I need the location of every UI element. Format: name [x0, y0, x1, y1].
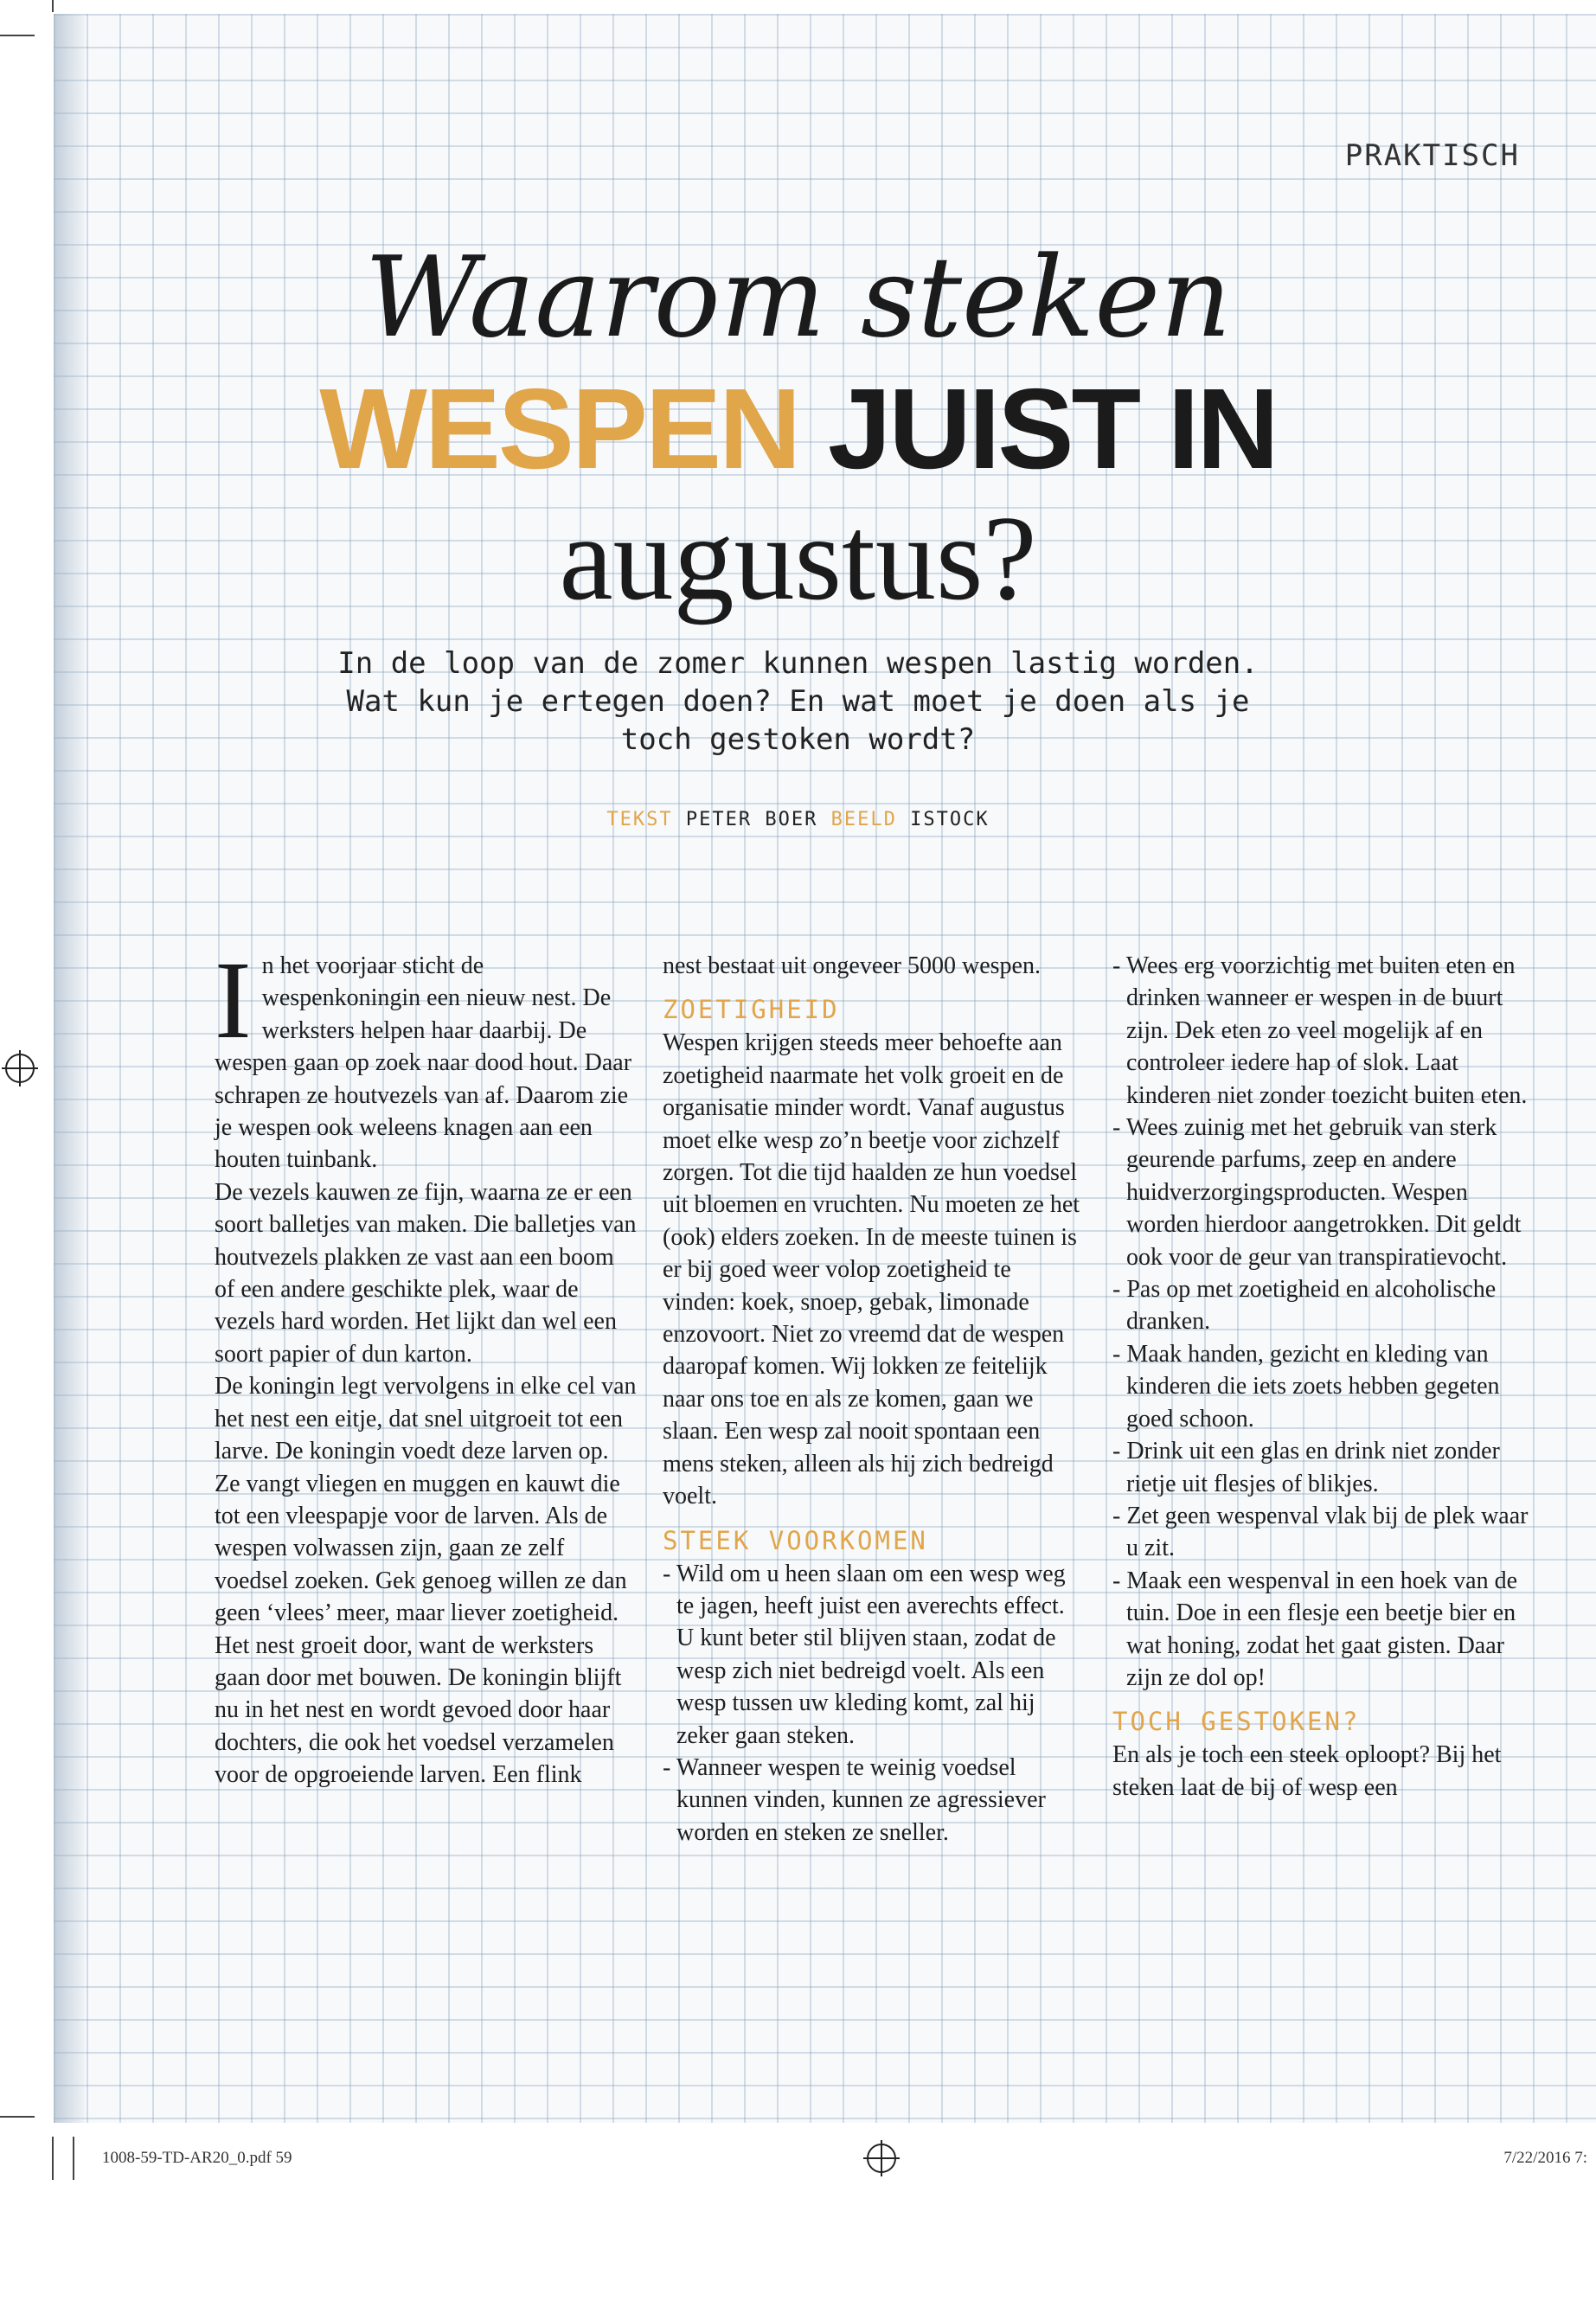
print-date-info: 7/22/2016 7: — [1503, 2149, 1587, 2167]
crop-mark — [73, 2137, 74, 2180]
subheading-zoetigheid: ZOETIGHEID — [663, 995, 840, 1025]
paragraph: En als je toch een steek oploopt? Bij het steken laat de bij of wesp een — [1112, 1741, 1502, 1801]
list-item: - Maak een wespenval in een hoek van de tuin. Doe in een flesje een beetje bier en wat honing, zodat het gaat gisten. Daar zijn ze dol op! — [1112, 1567, 1518, 1691]
registration-mark-icon — [5, 1054, 35, 1083]
credit-text-name: PETER BOER — [685, 809, 818, 830]
article-column-3 — [1112, 950, 1536, 1804]
headline-line-2-rest: JUIST IN — [798, 365, 1277, 492]
headline-line-2 — [0, 363, 1596, 494]
list-item: - Drink uit een glas en drink niet zonder rietje uit flesjes of blikjes. — [1112, 1438, 1500, 1497]
registration-mark-icon — [867, 2144, 896, 2173]
paragraph: De koningin legt vervolgens in elke cel van het nest een eitje, dat snel uitgroeit tot een larve. De koningin voedt deze larven op. Ze vangt vliegen en muggen en kauwt die tot een vleespapje voor de larven. Als de wespen volwassen zijn, gaan ze zelf voedsel zoeken. Gek genoeg willen ze dan geen ‘vlees’ meer, maar liever zoetigheid. — [215, 1373, 637, 1627]
article-column-2 — [663, 950, 1086, 1849]
tips-list — [1112, 950, 1536, 1694]
credit-image-name: ISTOCK — [910, 809, 990, 830]
list-item: - Maak handen, gezicht en kleding van kinderen die iets zoets hebben gegeten goed schoon. — [1112, 1340, 1500, 1433]
list-item: - Wees erg voorzichtig met buiten eten en drinken wanneer er wespen in de buurt zijn. Dek eten zo veel mogelijk af en controleer iedere hap of slok. Laat kinderen niet zonder toezicht buiten eten. — [1112, 952, 1528, 1109]
article-column-1 — [215, 939, 638, 1791]
paragraph: Wespen krijgen steeds meer behoefte aan zoetigheid naarmate het volk groeit en de organisatie minder wordt. Vanaf augustus moet elke wesp zo’n beetje voor zichzelf zorgen. Tot die tijd haalden ze hun voedsel uit bloemen en vruchten. Nu moeten ze het (ook) elders zoeken. In de meeste tuinen is er bij goed weer volop zoetigheid te vinden: koek, snoep, gebak, limonade enzovoort. Niet zo vreemd dat de wespen daaropaf komen. Wij lokken ze feitelijk naar ons toe en als ze komen, gaan we slaan. Een wesp zal nooit spontaan een mens steken, alleen als hij zich bedreigd voelt. — [663, 1029, 1080, 1510]
headline-highlight: WESPEN — [319, 365, 799, 492]
credits — [0, 809, 1596, 830]
crop-mark — [52, 2137, 54, 2180]
crop-mark — [52, 0, 54, 12]
list-item: - Wees zuinig met het gebruik van sterk geurende parfums, zeep en andere huidverzorgingsproducten. Wespen worden hierdoor aangetrokken. Dit geldt ook voor de geur van transpiratievocht. — [1112, 1114, 1522, 1271]
subheading-toch-gestoken: TOCH GESTOKEN? — [1112, 1707, 1361, 1737]
headline-line-3: augustus? — [559, 491, 1037, 625]
list-item: - Wild om u heen slaan om een wesp weg te jagen, heeft juist een averechts effect. U kunt beter stil blijven staan, zodat de wesp zich niet bedreigd voelt. Als een wesp tussen uw kleding komt, zal hij zeker gaan steken. — [663, 1560, 1066, 1749]
headline-line-1: Waarom steken — [364, 234, 1232, 362]
intro-text: In de loop van de zomer kunnen wespen lastig worden. Wat kun je ertegen doen? En wat moet je doen als je toch gestoken wordt? — [337, 646, 1259, 757]
credit-text-label: TEKST — [606, 809, 673, 830]
list-item: - Zet geen wespenval vlak bij de plek waar u zit. — [1112, 1502, 1529, 1562]
crop-mark — [0, 35, 35, 36]
list-item: - Pas op met zoetigheid en alcoholische dranken. — [1112, 1276, 1497, 1336]
tips-list — [663, 1558, 1086, 1849]
crop-mark — [0, 2116, 35, 2118]
credit-image-label: BEELD — [830, 809, 897, 830]
paragraph: nest bestaat uit ongeveer 5000 wespen. — [663, 952, 1041, 979]
print-file-info: 1008-59-TD-AR20_0.pdf 59 — [102, 2149, 292, 2167]
paragraph: In het voorjaar sticht de wespenkoningin een nieuw nest. De werksters helpen haar daarbij. De wespen gaan op zoek naar dood hout. Daar schrapen ze houtvezels van af. Daarom zie je wespen ook weleens knagen aan een houten tuinbank. — [215, 939, 632, 1174]
section-label: PRAKTISCH — [1344, 138, 1520, 173]
subheading-steek-voorkomen: STEEK VOORKOMEN — [663, 1525, 928, 1555]
paragraph: Het nest groeit door, want de werksters gaan door met bouwen. De koningin blijft nu in het nest en wordt gevoed door haar dochters, die ook het voedsel verzamelen voor de opgroeiende larven. Een flink — [215, 1631, 622, 1789]
paragraph: De vezels kauwen ze fijn, waarna ze er een soort balletjes van maken. Die balletjes van houtvezels plakken ze vast aan een boom of een andere geschikte plek, waar de vezels hard worden. Het lijkt dan wel een soort papier of dun karton. — [215, 1178, 637, 1368]
drop-cap: I — [215, 939, 252, 1061]
list-item: - Wanneer wespen te weinig voedsel kunnen vinden, kunnen ze agressiever worden en steken ze sneller. — [663, 1753, 1046, 1846]
